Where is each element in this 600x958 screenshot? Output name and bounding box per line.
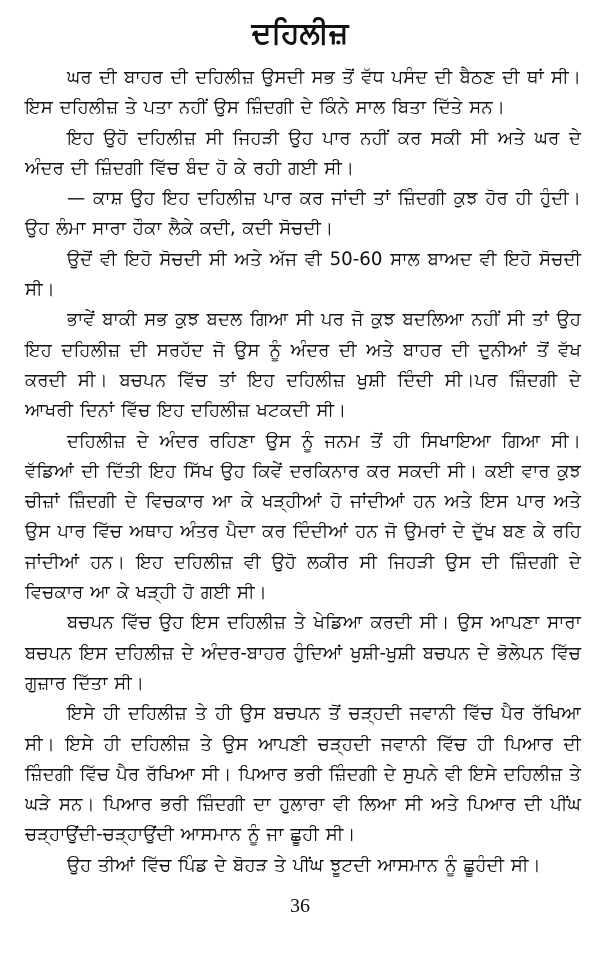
chapter-title: ਦਹਿਲੀਜ਼ (251, 16, 349, 51)
paragraph: ਇਹ ਉਹੋ ਦਹਿਲੀਜ਼ ਸੀ ਜਿਹੜੀ ਉਹ ਪਾਰ ਨਹੀਂ ਕਰ ਸਕੀ ਸੀ ਅਤੇ ਘਰ ਦੇ ਅੰਦਰ ਦੀ ਜ਼ਿੰਦਗੀ ਵਿੱਚ ਬੰਦ ਹੋ ਕੇ ਰਹੀ ਗਈ ਸੀ। (25, 127, 581, 179)
paragraph: — ਕਾਸ਼ ਉਹ ਇਹ ਦਹਿਲੀਜ਼ ਪਾਰ ਕਰ ਜਾਂਦੀ ਤਾਂ ਜ਼ਿੰਦਗੀ ਕੁਝ ਹੋਰ ਹੀ ਹੁੰਦੀ।ਉਹ ਲੰਮਾ ਸਾਰਾ ਹੌਕਾ ਲੈਕੇ ਕਦੀ, ਕਦੀ ਸੋਚਦੀ। (25, 188, 581, 240)
body-text (25, 63, 581, 881)
page-number: 36 (290, 895, 310, 917)
paragraph: ਬਚਪਨ ਵਿੱਚ ਉਹ ਇਸ ਦਹਿਲੀਜ਼ ਤੇ ਖੇਡਿਆ ਕਰਦੀ ਸੀ। ਉਸ ਆਪਣਾ ਸਾਰਾ ਬਚਪਨ ਇਸ ਦਹਿਲੀਜ਼ ਦੇ ਅੰਦਰ-ਬਾਹਰ ਹੁੰਦਿਆਂ ਖੁਸ਼ੀ-ਖੁਸ਼ੀ ਬਚਪਨ ਦੇ ਭੋਲੇਪਨ ਵਿੱਚ ਗੁਜ਼ਾਰ ਦਿੱਤਾ ਸੀ। (25, 612, 581, 694)
paragraph: ਘਰ ਦੀ ਬਾਹਰ ਦੀ ਦਹਿਲੀਜ਼ ਉਸਦੀ ਸਭ ਤੋਂ ਵੱਧ ਪਸੰਦ ਦੀ ਬੈਠਣ ਦੀ ਥਾਂ ਸੀ। ਇਸ ਦਹਿਲੀਜ਼ ਤੇ ਪਤਾ ਨਹੀਂ ਉਸ ਜ਼ਿੰਦਗੀ ਦੇ ਕਿੰਨੇ ਸਾਲ ਬਿਤਾ ਦਿੱਤੇ ਸਨ। (25, 67, 581, 119)
paragraph: ਉਦੋਂ ਵੀ ਇਹੋ ਸੋਚਦੀ ਸੀ ਅਤੇ ਅੱਜ ਵੀ 50-60 ਸਾਲ ਬਾਅਦ ਵੀ ਇਹੋ ਸੋਚਦੀ ਸੀ। (25, 248, 581, 301)
paragraph: ਦਹਿਲੀਜ਼ ਦੇ ਅੰਦਰ ਰਹਿਣਾ ਉਸ ਨੂੰ ਜਨਮ ਤੋਂ ਹੀ ਸਿਖਾਇਆ ਗਿਆ ਸੀ। ਵੱਡਿਆਂ ਦੀ ਦਿੱਤੀ ਇਹ ਸਿੱਖ ਉਹ ਕਿਵੇਂ ਦਰਕਿਨਾਰ ਕਰ ਸਕਦੀ ਸੀ। ਕਈ ਵਾਰ ਕੁਝ ਚੀਜ਼ਾਂ ਜ਼ਿੰਦਗੀ ਦੇ ਵਿਚਕਾਰ ਆ ਕੇ ਖੜ੍ਹੀਆਂ ਹੋ ਜਾਂਦੀਆਂ ਹਨ ਅਤੇ ਇਸ ਪਾਰ ਅਤੇ ਉਸ ਪਾਰ ਵਿੱਚ ਅਥਾਹ ਅੰਤਰ ਪੈਦਾ ਕਰ ਦਿੰਦੀਆਂ ਹਨ ਜੋ ਉਮਰਾਂ ਦੇ ਦੁੱਖ ਬਣ ਕੇ ਰਹਿ ਜਾਂਦੀਆਂ ਹਨ। ਇਹ ਦਹਿਲੀਜ਼ ਵੀ ਉਹੋ ਲਕੀਰ ਸੀ ਜਿਹੜੀ ਉਸ ਦੀ ਜ਼ਿੰਦਗੀ ਦੇ ਵਿਚਕਾਰ ਆ ਕੇ ਖੜ੍ਹੀ ਹੋ ਗਈ ਸੀ। (25, 430, 581, 604)
paragraph: ਇਸੇ ਹੀ ਦਹਿਲੀਜ਼ ਤੇ ਹੀ ਉਸ ਬਚਪਨ ਤੋਂ ਚੜ੍ਹਦੀ ਜਵਾਨੀ ਵਿੱਚ ਪੈਰ ਰੱਖਿਆ ਸੀ। ਇਸੇ ਹੀ ਦਹਿਲੀਜ਼ ਤੇ ਉਸ ਆਪਣੀ ਚੜ੍ਹਦੀ ਜਵਾਨੀ ਵਿੱਚ ਹੀ ਪਿਆਰ ਦੀ ਜ਼ਿੰਦਗੀ ਵਿੱਚ ਪੈਰ ਰੱਖਿਆ ਸੀ। ਪਿਆਰ ਭਰੀ ਜ਼ਿੰਦਗੀ ਦੇ ਸੁਪਨੇ ਵੀ ਇਸੇ ਦਹਿਲੀਜ਼ ਤੇ ਘੜੇ ਸਨ। ਪਿਆਰ ਭਰੀ ਜ਼ਿੰਦਗੀ ਦਾ ਹੁਲਾਰਾ ਵੀ ਲਿਆ ਸੀ ਅਤੇ ਪਿਆਰ ਦੀ ਪੀਂਘ ਚੜ੍ਹਾਉਂਦੀ-ਚੜ੍ਹਾਉਂਦੀ ਆਸਮਾਨ ਨੂੰ ਜਾ ਛੂਹੀ ਸੀ। (25, 703, 581, 846)
paragraph: ਉਹ ਤੀਆਂ ਵਿੱਚ ਪਿੰਡ ਦੇ ਬੋਹੜ ਤੇ ਪੀਂਘ ਝੂਟਦੀ ਆਸਮਾਨ ਨੂੰ ਛੂਹੰਦੀ ਸੀ। (67, 854, 541, 876)
paragraph: ਭਾਵੇਂ ਬਾਕੀ ਸਭ ਕੁਝ ਬਦਲ ਗਿਆ ਸੀ ਪਰ ਜੋ ਕੁਝ ਬਦਲਿਆ ਨਹੀਂ ਸੀ ਤਾਂ ਉਹ ਇਹ ਦਹਿਲੀਜ਼ ਦੀ ਸਰਹੱਦ ਜੋ ਉਸ ਨੂੰ ਅੰਦਰ ਦੀ ਅਤੇ ਬਾਹਰ ਦੀ ਦੁਨੀਆਂ ਤੋਂ ਵੱਖ ਕਰਦੀ ਸੀ। ਬਚਪਨ ਵਿੱਚ ਤਾਂ ਇਹ ਦਹਿਲੀਜ਼ ਖੁਸ਼ੀ ਦਿੰਦੀ ਸੀ।ਪਰ ਜ਼ਿੰਦਗੀ ਦੇ ਆਖਰੀ ਦਿਨਾਂ ਵਿੱਚ ਇਹ ਦਹਿਲੀਜ਼ ਖਟਕਦੀ ਸੀ। (25, 309, 581, 422)
